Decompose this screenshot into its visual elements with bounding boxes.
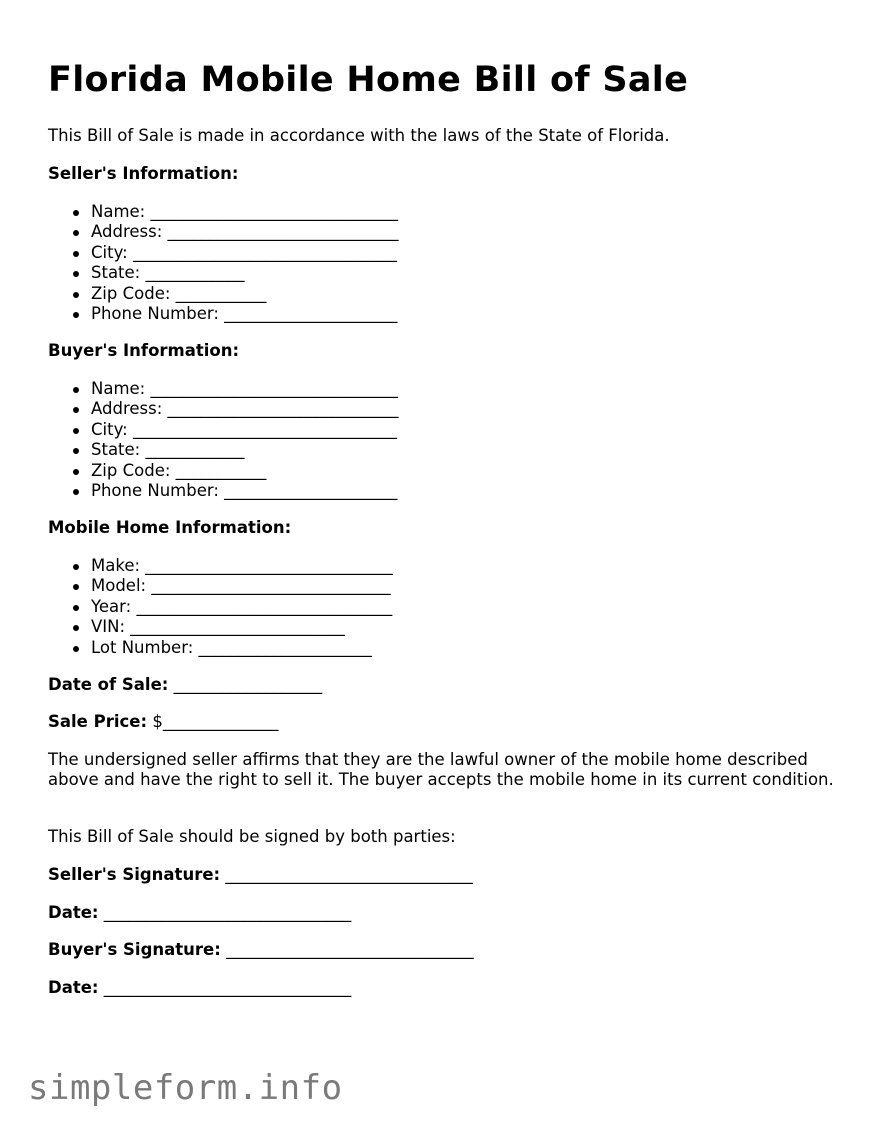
seller-city-field: City: ________________________________: [91, 242, 397, 262]
buyer-signature-blank: ______________________________: [226, 940, 474, 959]
buyer-date-label: Date:: [48, 978, 99, 997]
seller-state-field: State: ____________: [91, 263, 399, 283]
buyer-city-field: City: ________________________________: [91, 419, 397, 439]
buyer-date-line: [48, 978, 351, 998]
buyer-date-blank: ______________________________: [103, 978, 352, 997]
seller-signature-label: Seller's Signature:: [48, 865, 221, 884]
buyer-fields-list: [48, 379, 399, 501]
buyer-address-field: Address: ____________________________: [91, 399, 399, 419]
sale-price-line: [48, 712, 278, 732]
buyer-phone-field: Phone Number: _____________________: [91, 481, 398, 501]
mobile-home-fields-list: [48, 556, 393, 658]
buyer-zip-field: Zip Code: ___________: [91, 461, 399, 481]
home-vin-field: VIN: __________________________: [91, 617, 393, 637]
date-of-sale-label: Date of Sale:: [48, 675, 169, 694]
buyer-heading: Buyer's Information:: [48, 341, 240, 360]
home-model-field: Model: _____________________________: [91, 576, 393, 596]
sale-price-blank: $______________: [152, 712, 279, 731]
seller-date-label: Date:: [48, 903, 99, 922]
seller-zip-field: Zip Code: ___________: [91, 284, 399, 304]
watermark-text: simpleform.info: [28, 1068, 343, 1108]
buyer-state-field: State: ____________: [91, 440, 399, 460]
seller-fields-list: [48, 202, 399, 324]
seller-address-field: Address: ____________________________: [91, 222, 399, 242]
intro-text: This Bill of Sale is made in accordance with the laws of the State of Florida.: [48, 126, 670, 145]
home-year-field: Year: _______________________________: [91, 596, 393, 616]
buyer-signature-line: [48, 940, 474, 960]
home-lot-number-field: Lot Number: _____________________: [91, 638, 393, 658]
buyer-name-field: Name: ______________________________: [91, 379, 398, 398]
seller-phone-field: Phone Number: _____________________: [91, 304, 398, 324]
date-of-sale-blank: __________________: [173, 675, 323, 694]
seller-date-blank: ______________________________: [103, 903, 352, 922]
date-of-sale-line: [48, 675, 322, 695]
seller-signature-line: [48, 865, 473, 885]
sale-price-label: Sale Price:: [48, 712, 148, 731]
sign-note: This Bill of Sale should be signed by both parties:: [48, 827, 456, 846]
home-make-field: Make: ______________________________: [91, 556, 393, 575]
affirmation-paragraph: The undersigned seller affirms that they are the lawful owner of the mobile home described above and have the right to sell it. The buyer accepts the mobile home in its current condition.: [48, 750, 834, 790]
seller-name-field: Name: ______________________________: [91, 202, 398, 221]
mobile-home-heading: Mobile Home Information:: [48, 518, 292, 537]
seller-heading: Seller's Information:: [48, 164, 239, 183]
seller-signature-blank: ______________________________: [225, 865, 473, 884]
seller-date-line: [48, 903, 351, 923]
document-title: Florida Mobile Home Bill of Sale: [48, 60, 689, 100]
buyer-signature-label: Buyer's Signature:: [48, 940, 221, 959]
